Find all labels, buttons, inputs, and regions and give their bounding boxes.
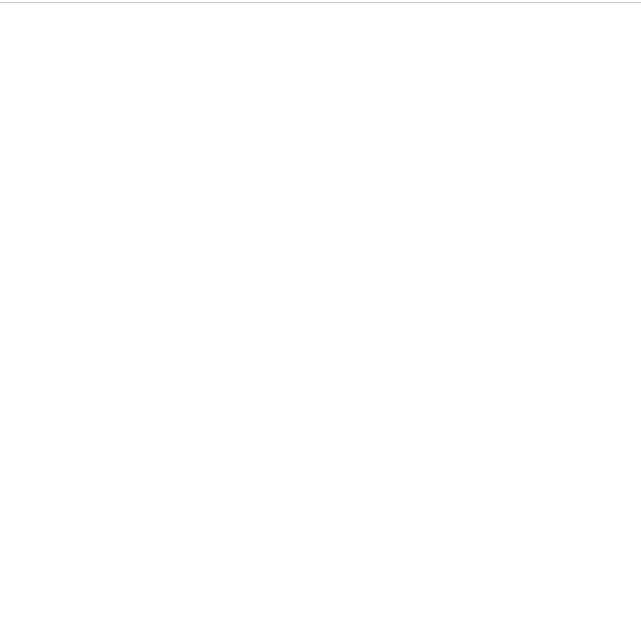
- table-top-border: [0, 0, 641, 3]
